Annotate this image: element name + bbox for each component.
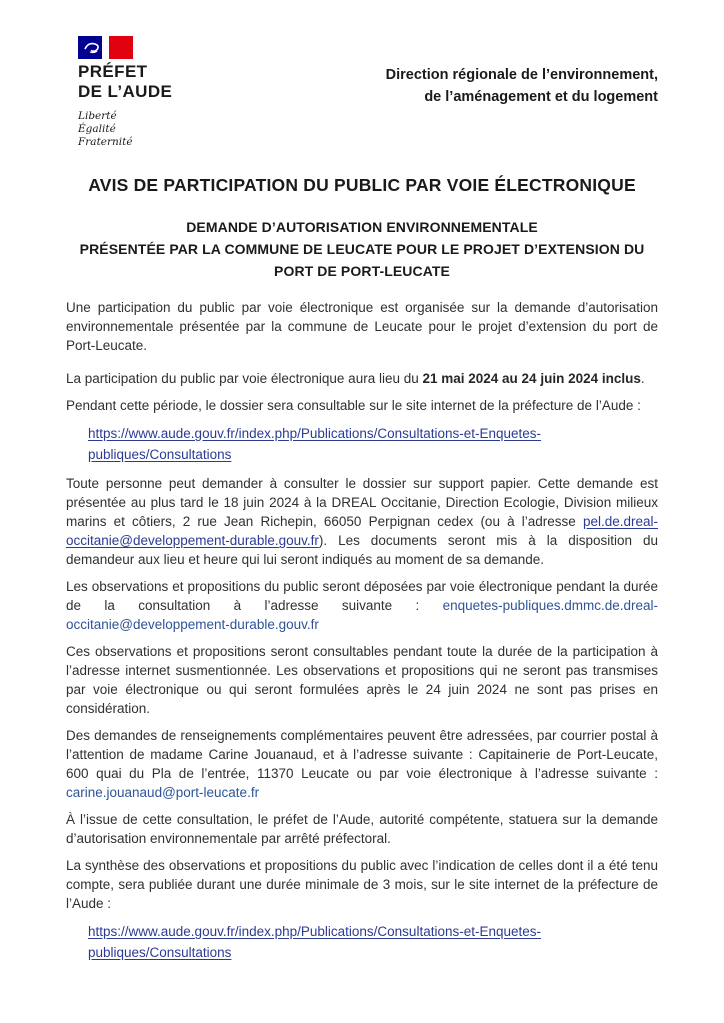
text-segment: La participation du public par voie électronique aura lieu du xyxy=(66,371,423,386)
text-segment: À l’issue de cette consultation, le préfet de l’Aude, autorité compétente, statuera sur la demande d’autorisation environnementale par arrêté préfectoral. xyxy=(66,812,658,846)
paragraph xyxy=(66,396,658,415)
subtitle-line2: PRÉSENTÉE PAR LA COMMUNE DE LEUCATE POUR LE PROJET D’EXTENSION DU xyxy=(79,241,645,257)
paragraph xyxy=(66,369,658,388)
subtitle-line1: DEMANDE D’AUTORISATION ENVIRONNEMENTALE xyxy=(186,219,538,235)
prefecture-consultations-url-link[interactable]: https://www.aude.gouv.fr/index.php/Publications/Consultations-et-Enquetes-publiques/Consultations xyxy=(88,924,542,960)
motto-liberte: Liberté xyxy=(78,110,117,122)
paragraph xyxy=(66,726,658,802)
text-segment: ). Les documents seront mis à la disposition du demandeur aux lieu et heure qui lui seront indiqués au moment de sa demande. xyxy=(66,533,658,567)
carine-jouanaud-email-link[interactable]: carine.jouanaud@port-leucate.fr xyxy=(66,785,260,800)
paragraph xyxy=(66,298,658,355)
motto-fraternite: Fraternité xyxy=(78,136,133,148)
text-segment: La synthèse des observations et propositions du public avec l’indication de celles dont il a été tenu compte, sera publiée durant une durée minimale de 3 mois, sur le site internet de la préfecture de l’Aude : xyxy=(66,858,658,911)
text-segment: . xyxy=(640,371,645,386)
paragraph xyxy=(66,856,658,913)
prefecture-name-line1: PRÉFET xyxy=(78,62,148,81)
subtitle-line3: PORT DE PORT-LEUCATE xyxy=(274,263,450,279)
text-segment: Ces observations et propositions seront consultables pendant toute la durée de la participation à l’adresse internet susmentionnée. Les observations et propositions qui ne seront pas transmises par voie électronique ou qui seront formulées après le 24 juin 2024 ne sont pas prises en considération. xyxy=(66,644,658,716)
paragraph xyxy=(66,810,658,848)
paragraph xyxy=(66,474,658,569)
indented-link-block xyxy=(88,423,596,465)
prefecture-name-line2: DE L’AUDE xyxy=(78,82,173,101)
page-subtitle xyxy=(66,216,658,282)
paragraph xyxy=(66,642,658,718)
direction-line2: de l’aménagement et du logement xyxy=(424,89,658,105)
text-segment: Pendant cette période, le dossier sera consultable sur le site internet de la préfecture de l’Aude : xyxy=(66,398,641,413)
republic-motto xyxy=(78,110,172,149)
motto-egalite: Égalité xyxy=(78,123,116,135)
french-flag-marianne-icon xyxy=(78,36,133,59)
text-segment: Toute personne peut demander à consulter le dossier sur support papier. Cette demande est présentée au plus tard le 18 juin 2024 à la DREAL Occitanie, Direction Ecologie, Division milieux marins et côtiers, 2 rue Jean Richepin, 66050 Perpignan cedex (ou à l’adresse xyxy=(66,476,658,529)
prefecture-logo xyxy=(78,36,172,149)
text-segment: Les observations et propositions du public seront déposées par voie électronique pendant la durée de la consultation à l’adresse suivante : xyxy=(66,579,658,613)
dreal-email-link[interactable]: pel.de.dreal-occitanie@developpement-durable.gouv.fr xyxy=(66,514,658,548)
prefecture-name xyxy=(78,62,172,102)
page-header xyxy=(66,36,658,149)
bold-text-segment: 21 mai 2024 au 24 juin 2024 inclus xyxy=(422,371,641,386)
prefecture-consultations-url-link[interactable]: https://www.aude.gouv.fr/index.php/Publications/Consultations-et-Enquetes-publiques/Consultations xyxy=(88,426,542,462)
indented-link-block xyxy=(88,921,596,963)
page-title: AVIS DE PARTICIPATION DU PUBLIC PAR VOIE ÉLECTRONIQUE xyxy=(88,175,636,195)
paragraph xyxy=(66,577,658,634)
enquetes-publiques-email-link[interactable]: enquetes-publiques.dmmc.de.dreal-occitanie@developpement-durable.gouv.fr xyxy=(66,598,658,632)
text-segment: Des demandes de renseignements complémentaires peuvent être adressées, par courrier postal à l’attention de madame Carine Jouanaud, et à l’adresse suivante : Capitainerie de Port-Leucate, 600 quai du Pla de l’entrée, 11370 Leucate ou par voie électronique à l’adresse suivante : xyxy=(66,728,658,781)
direction-regionale-title xyxy=(386,36,658,108)
text-segment: Une participation du public par voie électronique est organisée sur la demande d’autorisation environnementale présentée par la commune de Leucate pour le projet d’extension du port de Port-Leucate. xyxy=(66,300,658,353)
document-body xyxy=(66,298,658,963)
direction-line1: Direction régionale de l’environnement, xyxy=(385,67,658,83)
